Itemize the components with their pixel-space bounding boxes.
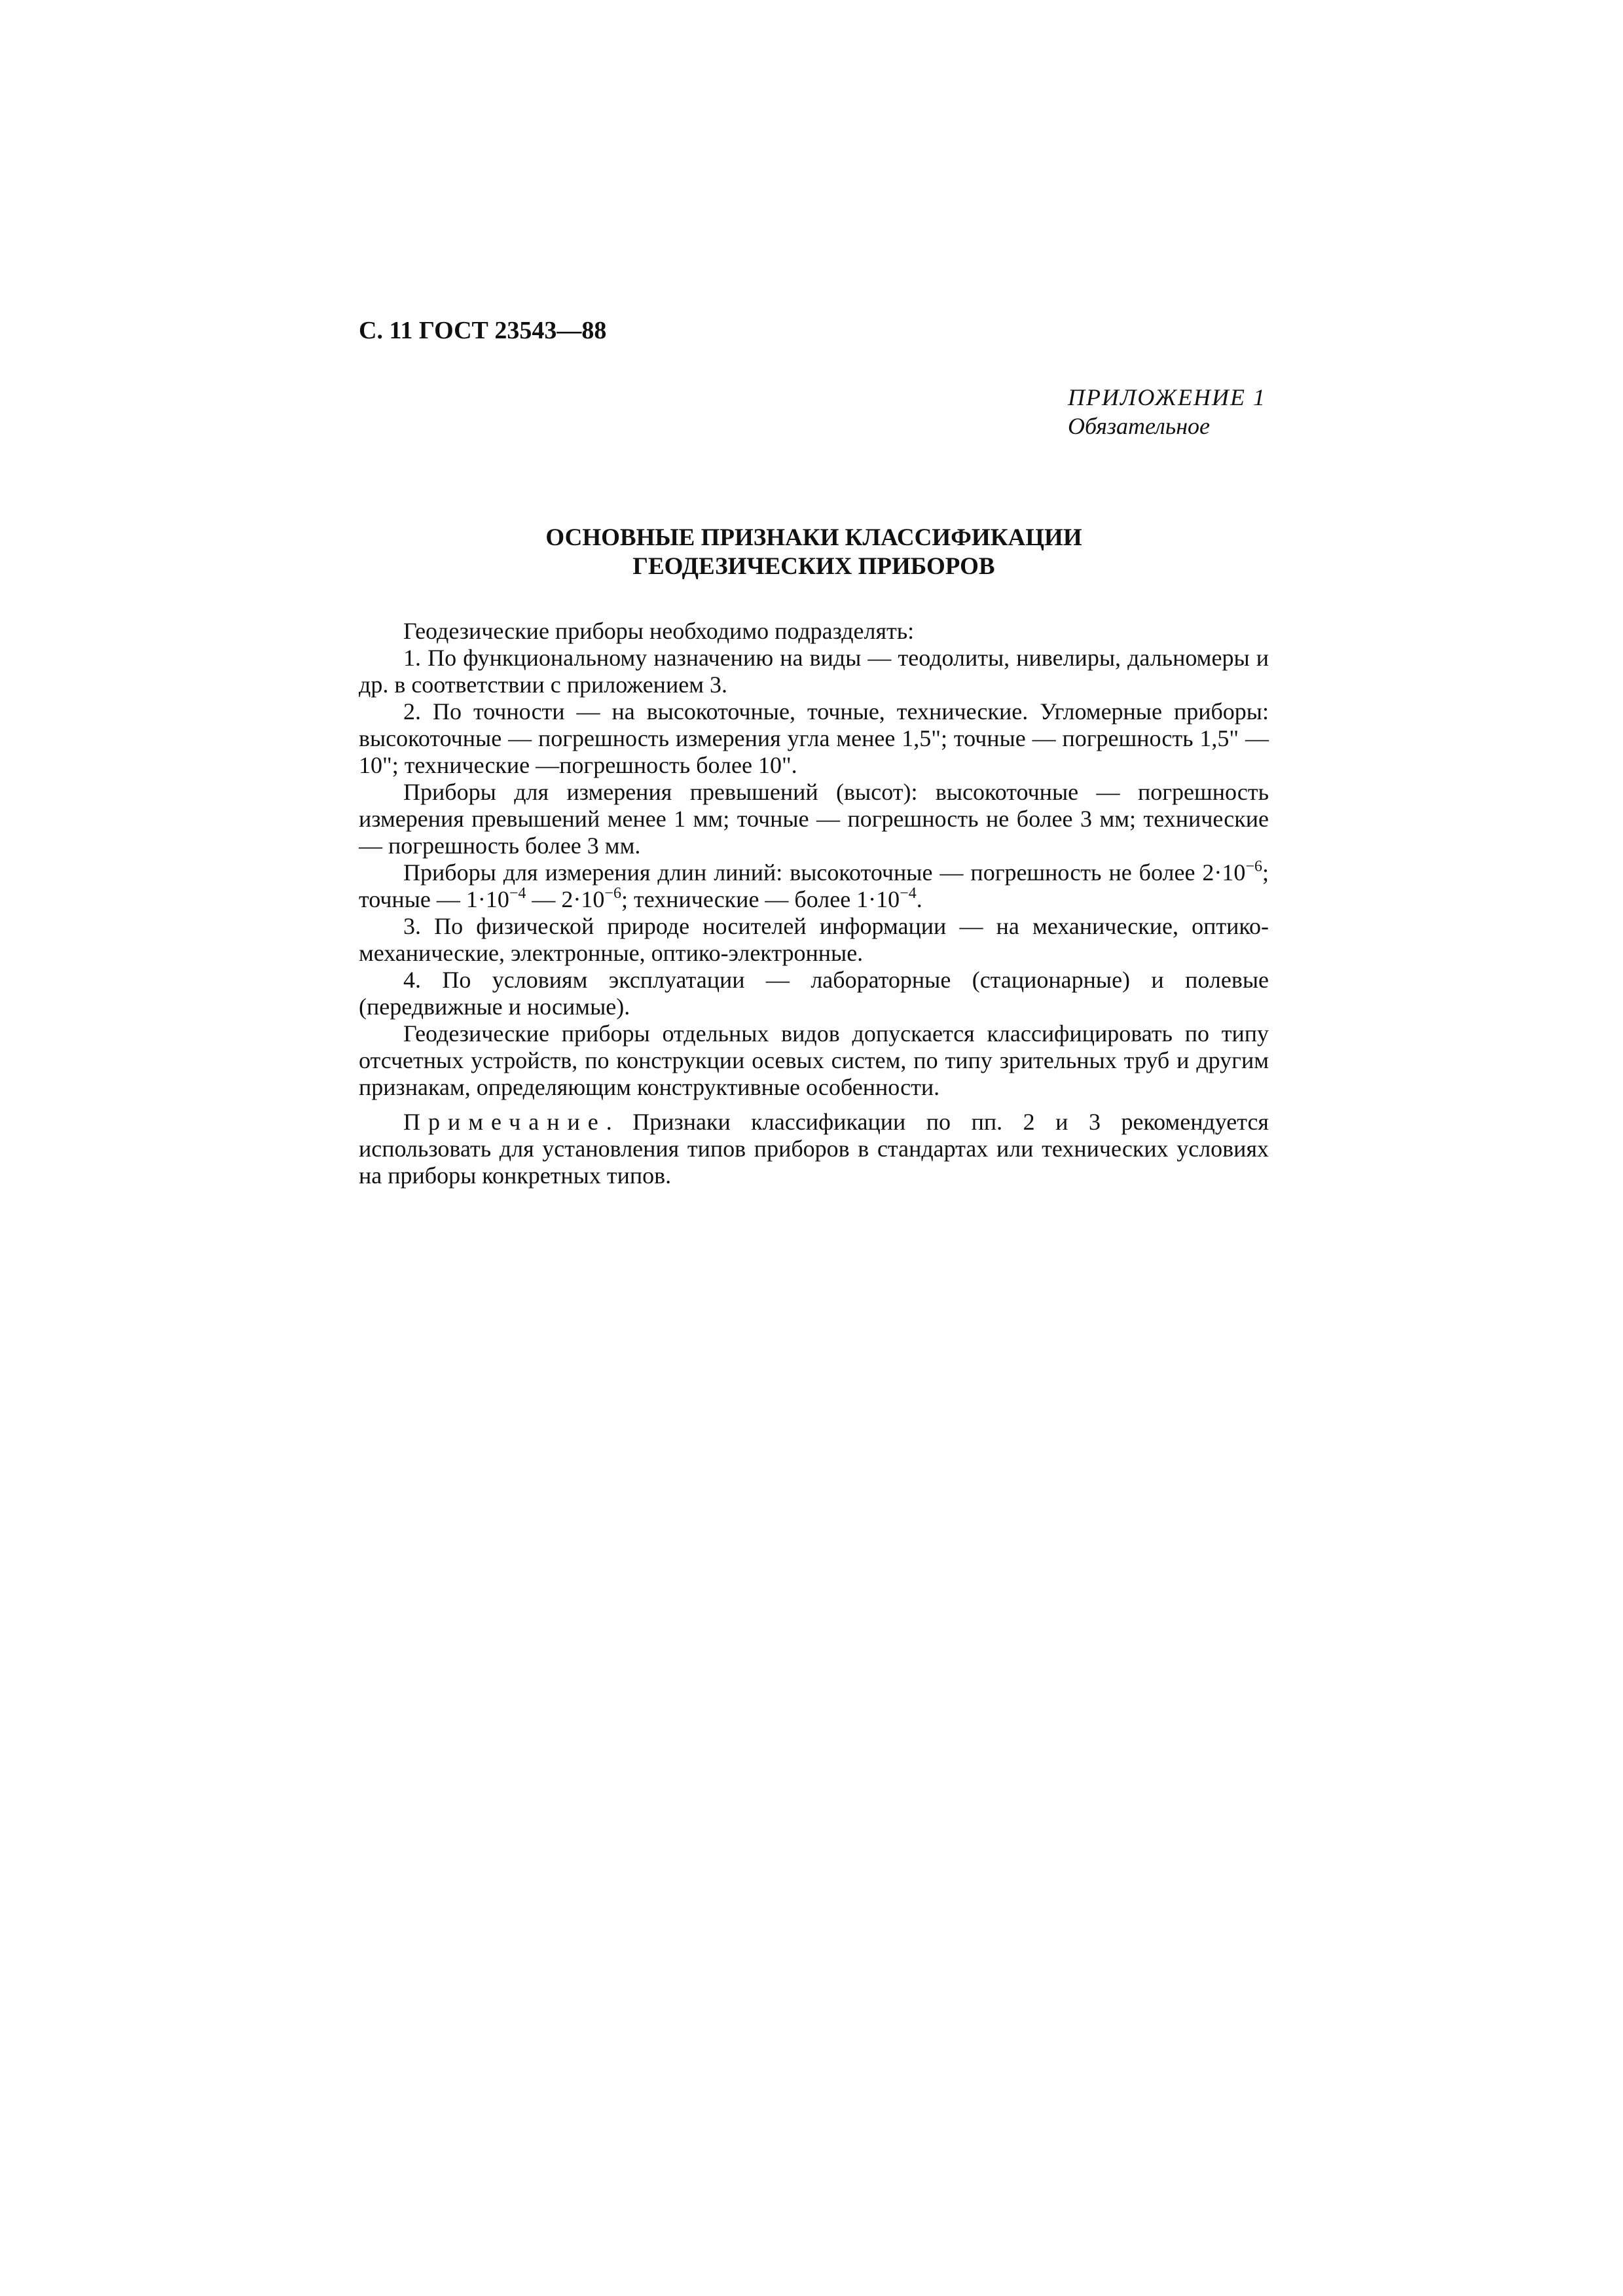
document-title — [359, 524, 1269, 581]
additional-classification-paragraph: Геодезические приборы отдельных видов допускается классифицировать по типу отсчетных устройств, по конструкции осевых систем, по типу зрительных труб и другим признакам, определяющим конструктивные особенности. — [359, 1020, 1269, 1100]
length-exponent-3: −6 — [604, 885, 621, 902]
length-text-mid-3: ; технические — более 1·10 — [621, 886, 900, 912]
length-text-mid-1: ; точные — 1·10 — [359, 859, 1269, 912]
classification-item-1: 1. По функциональному назначению на виды — теодолиты, нивелиры, дальномеры и др. в соответствии с приложением 3. — [359, 645, 1269, 698]
note-paragraph — [359, 1109, 1269, 1189]
document-title-line-1: ОСНОВНЫЕ ПРИЗНАКИ КЛАССИФИКАЦИИ — [545, 524, 1082, 551]
length-exponent-2: −4 — [509, 885, 526, 902]
height-instruments-paragraph: Приборы для измерения превышений (высот): высокоточные — погрешность измерения превышений менее 1 мм; точные — погрешность не более 3 мм; технические — погрешность более 3 мм. — [359, 779, 1269, 859]
length-text-lead: Приборы для измерения длин линий: высокоточные — погрешность не более 2·10 — [403, 859, 1246, 886]
classification-item-2: 2. По точности — на высокоточные, точные, технические. Угломерные приборы: высокоточные — погрешность измерения угла менее 1,5"; точные — погрешность 1,5" — 10"; технические —погрешность более 10". — [359, 698, 1269, 778]
classification-item-3: 3. По физической природе носителей информации — на механические, оптико-механические, электронные, оптико-электронные. — [359, 913, 1269, 966]
note-text: . Признаки классификации по пп. 2 и 3 рекомендуется использовать для установления типов приборов в стандартах или технических условиях на приборы конкретных типов. — [359, 1109, 1269, 1189]
length-text-mid-2: — 2·10 — [526, 886, 605, 912]
length-exponent-4: −4 — [900, 885, 917, 902]
length-text-end: . — [916, 886, 922, 912]
appendix-block — [1068, 383, 1266, 440]
note-label: Примечание — [403, 1109, 606, 1135]
classification-item-4: 4. По условиям эксплуатации — лабораторные (стационарные) и полевые (передвижные и носимые). — [359, 967, 1269, 1020]
document-title-line-2: ГЕОДЕЗИЧЕСКИХ ПРИБОРОВ — [632, 553, 995, 580]
length-instruments-paragraph — [359, 859, 1269, 913]
intro-paragraph: Геодезические приборы необходимо подразделять: — [403, 618, 915, 644]
page-header: С. 11 ГОСТ 23543—88 — [359, 317, 607, 344]
body-text — [359, 618, 1269, 1189]
appendix-status: Обязательное — [1068, 413, 1211, 439]
appendix-title: ПРИЛОЖЕНИЕ 1 — [1068, 384, 1266, 410]
length-exponent-1: −6 — [1245, 858, 1262, 875]
